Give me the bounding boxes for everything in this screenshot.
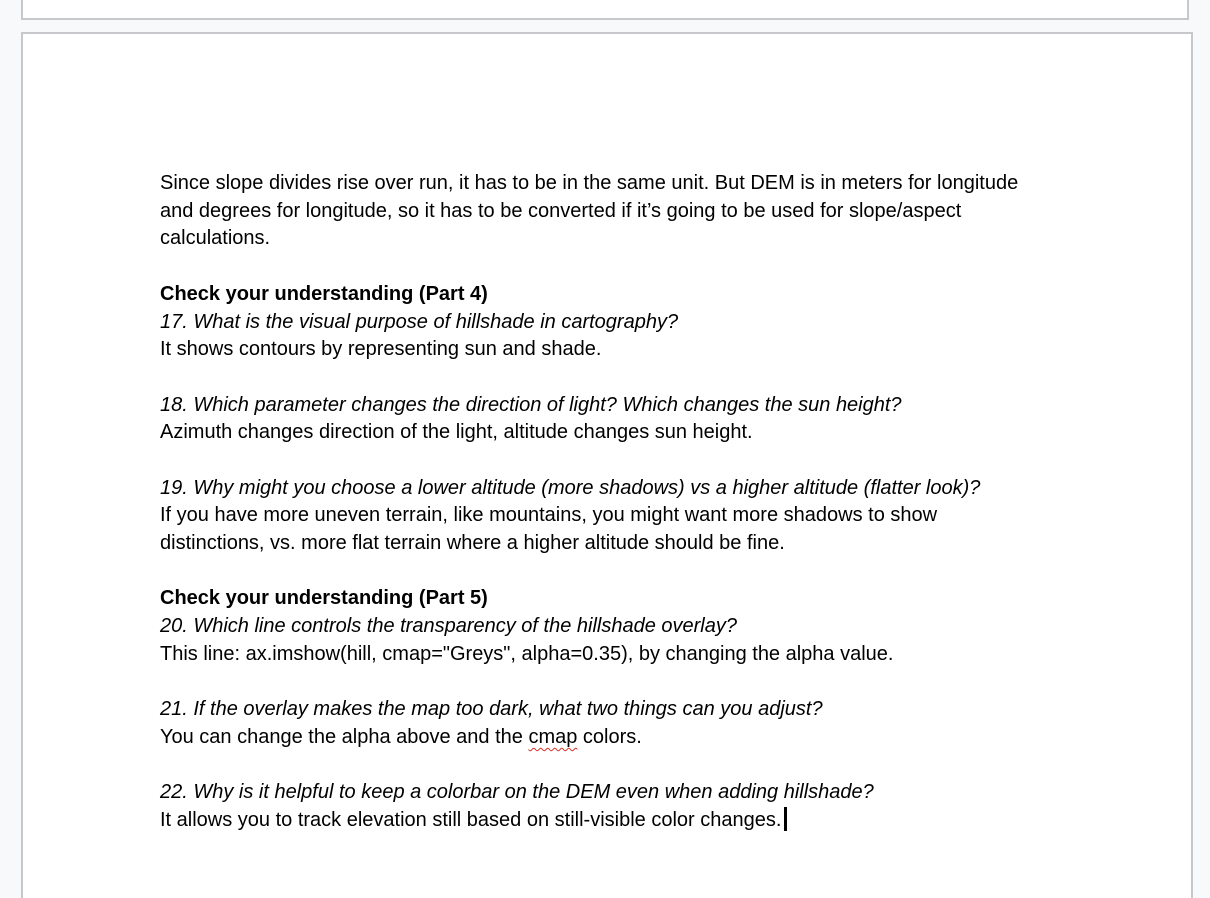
question-20: 20. Which line controls the transparency of the hillshade overlay?	[160, 615, 737, 638]
answer-20: This line: ax.imshow(hill, cmap="Greys", alpha=0.35), by changing the alpha value.	[160, 642, 894, 665]
blank-line	[160, 447, 1040, 475]
part4-heading: Check your understanding (Part 4)	[160, 282, 488, 305]
document-body[interactable]	[160, 170, 1040, 835]
answer-21	[160, 724, 1040, 752]
answer-21-text-start: You can change the alpha above and the	[160, 725, 529, 748]
blank-line	[160, 364, 1040, 392]
answer-17: It shows contours by representing sun and shade.	[160, 338, 602, 361]
blank-line	[160, 752, 1040, 780]
question-19: 19. Why might you choose a lower altitude (more shadows) vs a higher altitude (flatter look)?	[160, 476, 981, 499]
question-21: 21. If the overlay makes the map too dark, what two things can you adjust?	[160, 698, 823, 721]
previous-page-edge	[21, 0, 1189, 20]
blank-line	[160, 253, 1040, 281]
text-cursor	[784, 807, 787, 831]
question-22: 22. Why is it helpful to keep a colorbar on the DEM even when adding hillshade?	[160, 781, 874, 804]
answer-19: If you have more uneven terrain, like mountains, you might want more shadows to show distinctions, vs. more flat terrain where a higher altitude should be fine.	[160, 504, 938, 555]
question-17: 17. What is the visual purpose of hillshade in cartography?	[160, 310, 679, 333]
answer-21-text-end: colors.	[577, 725, 642, 748]
answer-18: Azimuth changes direction of the light, altitude changes sun height.	[160, 421, 753, 444]
spellcheck-flagged-word[interactable]: cmap	[528, 725, 578, 748]
document-page[interactable]	[21, 32, 1193, 898]
answer-22	[160, 807, 1040, 835]
blank-line	[160, 558, 1040, 586]
question-18: 18. Which parameter changes the direction of light? Which changes the sun height?	[160, 393, 902, 416]
part5-heading: Check your understanding (Part 5)	[160, 587, 488, 610]
blank-line	[160, 669, 1040, 697]
intro-paragraph: Since slope divides rise over run, it has to be in the same unit. But DEM is in meters for longitude and degrees for longitude, so it has to be converted if it’s going to be used for slope/aspect calculations.	[160, 172, 1019, 250]
answer-22-text: It allows you to track elevation still based on still-visible color changes.	[160, 809, 782, 832]
